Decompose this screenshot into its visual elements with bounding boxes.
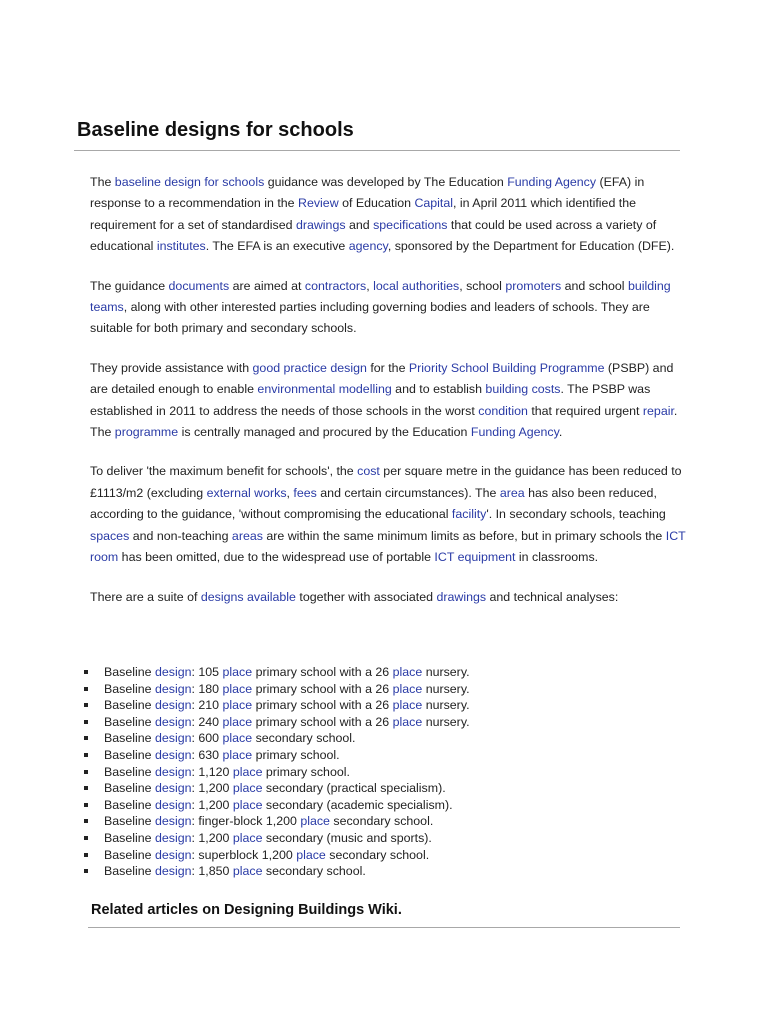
body-text: secondary (academic specialism).: [262, 797, 453, 812]
body-text: ,: [366, 278, 374, 293]
list-item: [0, 681, 768, 698]
link-specifications[interactable]: specifications: [373, 217, 448, 232]
body-text: Baseline: [104, 731, 155, 746]
body-text: secondary school.: [262, 864, 366, 879]
body-text: Baseline: [104, 714, 155, 729]
bullet-icon: [84, 836, 88, 840]
link-place[interactable]: place: [392, 681, 423, 696]
body-text: : 1,200: [191, 781, 233, 796]
body-text: Baseline: [104, 830, 155, 845]
body-text: Baseline: [104, 681, 155, 696]
bullet-icon: [84, 703, 88, 707]
body-text: , sponsored by the Department for Education (DFE).: [387, 239, 675, 254]
list-item: [0, 730, 768, 747]
body-text: nursery.: [422, 698, 470, 713]
body-text: Baseline: [104, 814, 155, 829]
list-item: [0, 714, 768, 731]
bullet-icon: [84, 720, 88, 724]
baseline-designs-list: [0, 664, 768, 880]
body-text: primary school with a 26: [252, 714, 393, 729]
body-text: has been omitted, due to the widespread use of portable: [118, 550, 435, 565]
body-text: . The PSBP was established in 2011 to address the needs of those schools in the worst: [90, 382, 651, 418]
link-design[interactable]: design: [154, 764, 192, 779]
list-item: [0, 747, 768, 764]
link-condition[interactable]: condition: [478, 403, 528, 418]
link-ict-room[interactable]: ICT room: [90, 528, 686, 565]
body-text: ,: [286, 485, 294, 500]
link-building-teams[interactable]: building teams: [90, 278, 671, 315]
link-place[interactable]: place: [300, 814, 330, 829]
body-text: nursery.: [422, 681, 470, 696]
link-design[interactable]: design: [154, 830, 192, 845]
body-text: To deliver 'the maximum benefit for schools', the: [90, 464, 358, 479]
title-divider: [74, 150, 680, 151]
body-text: : 240: [191, 714, 223, 729]
link-place[interactable]: place: [232, 764, 263, 779]
body-text: Baseline: [104, 781, 155, 796]
page-title: Baseline designs for schools: [77, 119, 354, 141]
body-text: .: [558, 425, 563, 440]
body-text: : 630: [191, 747, 223, 762]
link-building-costs[interactable]: building costs: [485, 382, 561, 397]
body-text: per square metre in the guidance has been reduced to £1113/m2 (excluding: [90, 464, 682, 500]
body-text: : superblock 1,200: [191, 847, 297, 862]
list-item: [0, 863, 768, 880]
body-text: : 1,850: [191, 864, 233, 879]
link-place[interactable]: place: [296, 847, 326, 862]
body-text: that could be used across a variety of educational: [90, 217, 657, 254]
body-text: primary school.: [262, 764, 350, 779]
article-body: [90, 172, 690, 608]
link-funding-agency[interactable]: Funding Agency: [470, 425, 559, 440]
link-agency[interactable]: agency: [348, 239, 388, 254]
link-design[interactable]: design: [154, 814, 192, 829]
link-place[interactable]: place: [222, 714, 253, 729]
bullet-icon: [84, 786, 88, 790]
body-text: Baseline: [104, 864, 155, 879]
body-text: for the: [366, 360, 409, 375]
link-design[interactable]: design: [154, 681, 192, 696]
link-drawings[interactable]: drawings: [436, 589, 487, 604]
body-text: nursery.: [422, 714, 470, 729]
body-text: (EFA) in response to a recommendation in the: [90, 175, 645, 211]
body-text: Baseline: [104, 698, 155, 713]
link-design[interactable]: design: [154, 781, 192, 796]
link-priority-school-building-programme[interactable]: Priority School Building Programme: [408, 360, 605, 375]
body-text: : finger-block 1,200: [191, 814, 301, 829]
link-cost[interactable]: cost: [357, 464, 380, 479]
link-external-works[interactable]: external works: [206, 485, 287, 500]
body-text: There are a suite of: [90, 589, 201, 604]
body-text: nursery.: [422, 665, 470, 679]
body-text: Baseline: [104, 747, 155, 762]
link-design[interactable]: design: [154, 698, 192, 713]
link-place[interactable]: place: [222, 747, 253, 762]
body-text: (PSBP) and are detailed enough to enable: [90, 360, 674, 397]
body-text: Baseline: [104, 797, 155, 812]
link-place[interactable]: place: [232, 830, 263, 845]
link-baseline-design-for-schools[interactable]: baseline design for schools: [114, 175, 265, 189]
body-text: : 210: [191, 698, 223, 713]
body-text: secondary (practical specialism).: [262, 781, 446, 796]
link-repair[interactable]: repair: [642, 403, 674, 418]
body-text: secondary school.: [325, 847, 430, 862]
paragraph: [90, 276, 690, 340]
paragraph: [90, 587, 690, 608]
body-text: Baseline: [104, 847, 155, 862]
link-ict-equipment[interactable]: ICT equipment: [434, 550, 516, 565]
list-item: [0, 764, 768, 781]
link-funding-agency[interactable]: Funding Agency: [507, 175, 597, 189]
body-text: : 105: [191, 665, 223, 679]
list-item: [0, 830, 768, 847]
body-text: that required urgent: [527, 403, 643, 418]
link-design[interactable]: design: [154, 864, 192, 879]
related-articles-heading: Related articles on Designing Buildings Wiki.: [91, 902, 402, 918]
link-drawings[interactable]: drawings: [295, 217, 346, 232]
body-text: primary school with a 26: [252, 665, 393, 679]
list-item: [0, 664, 768, 681]
link-place[interactable]: place: [222, 731, 253, 746]
list-item: [0, 780, 768, 797]
body-text: secondary (music and sports).: [262, 830, 432, 845]
body-text: The guidance: [90, 278, 169, 293]
link-area[interactable]: area: [499, 485, 525, 500]
body-text: The: [90, 175, 115, 189]
body-text: : 1,120: [191, 764, 233, 779]
link-place[interactable]: place: [392, 698, 423, 713]
body-text: and school: [561, 278, 628, 293]
link-design[interactable]: design: [154, 665, 192, 679]
body-text: and certain circumstances). The: [316, 485, 500, 500]
link-place[interactable]: place: [222, 698, 253, 713]
body-text: and to establish: [391, 382, 486, 397]
list-item: [0, 847, 768, 864]
body-text: Baseline: [104, 665, 155, 679]
body-text: are aimed at: [229, 278, 305, 293]
link-areas[interactable]: areas: [231, 528, 263, 543]
paragraph: [90, 461, 690, 568]
paragraph: [90, 172, 690, 258]
body-text: : 600: [191, 731, 223, 746]
body-text: guidance was developed by The Education: [264, 175, 508, 189]
link-place[interactable]: place: [392, 714, 423, 729]
body-text: primary school.: [252, 747, 340, 762]
paragraph: [90, 358, 690, 444]
body-text: secondary school.: [329, 814, 434, 829]
body-text: . The EFA is an executive: [205, 239, 349, 254]
link-local-authorities[interactable]: local authorities: [373, 278, 460, 293]
bullet-icon: [84, 819, 88, 823]
link-place[interactable]: place: [232, 797, 263, 812]
body-text: of Education: [338, 196, 415, 211]
bullet-icon: [84, 803, 88, 807]
body-text: : 1,200: [191, 830, 233, 845]
link-good-practice-design[interactable]: good practice design: [252, 360, 367, 375]
body-text: in classrooms.: [515, 550, 599, 565]
body-text: . The: [90, 403, 678, 440]
link-fees[interactable]: fees: [293, 485, 317, 500]
link-programme[interactable]: programme: [114, 425, 179, 440]
link-place[interactable]: place: [232, 864, 263, 879]
link-design[interactable]: design: [154, 847, 192, 862]
link-spaces[interactable]: spaces: [90, 528, 130, 543]
body-text: Baseline: [104, 764, 155, 779]
body-text: primary school with a 26: [252, 698, 393, 713]
body-text: is centrally managed and procured by the Education: [178, 425, 471, 440]
list-item: [0, 797, 768, 814]
body-text: : 1,200: [191, 797, 233, 812]
link-documents[interactable]: documents: [168, 278, 230, 293]
bullet-icon: [84, 736, 88, 740]
link-designs-available[interactable]: designs available: [200, 589, 296, 604]
link-contractors[interactable]: contractors: [304, 278, 367, 293]
list-item: [0, 813, 768, 830]
body-text: , in April 2011 which identified the requirement for a set of standardised: [90, 196, 637, 232]
link-promoters[interactable]: promoters: [505, 278, 562, 293]
link-design[interactable]: design: [154, 797, 192, 812]
bullet-icon: [84, 687, 88, 691]
link-environmental-modelling[interactable]: environmental modelling: [257, 382, 392, 397]
link-institutes[interactable]: institutes: [156, 239, 206, 254]
body-text: , school: [459, 278, 506, 293]
body-text: '. In secondary schools, teaching: [486, 507, 666, 522]
link-place[interactable]: place: [232, 781, 263, 796]
bullet-icon: [84, 853, 88, 857]
body-text: and: [345, 217, 374, 232]
bullet-icon: [84, 753, 88, 757]
link-place[interactable]: place: [392, 665, 423, 679]
body-text: and non-teaching: [129, 528, 232, 543]
list-item: [0, 697, 768, 714]
related-divider: [88, 927, 680, 928]
body-text: secondary school.: [252, 731, 356, 746]
body-text: are within the same minimum limits as before, but in primary schools the: [262, 528, 666, 543]
body-text: and technical analyses:: [486, 589, 619, 604]
link-design[interactable]: design: [154, 747, 192, 762]
link-review[interactable]: Review: [298, 196, 339, 211]
body-text: They provide assistance with: [90, 360, 253, 375]
body-text: primary school with a 26: [252, 681, 393, 696]
body-text: together with associated: [295, 589, 437, 604]
link-capital[interactable]: Capital: [414, 196, 454, 211]
body-text: has also been reduced, according to the guidance, 'without compromising the educational: [90, 485, 657, 522]
body-text: : 180: [191, 681, 223, 696]
link-design[interactable]: design: [154, 731, 192, 746]
link-place[interactable]: place: [222, 681, 253, 696]
link-place[interactable]: place: [222, 665, 253, 679]
bullet-icon: [84, 869, 88, 873]
bullet-icon: [84, 670, 88, 674]
bullet-icon: [84, 770, 88, 774]
link-facility[interactable]: facility: [451, 507, 487, 522]
link-design[interactable]: design: [154, 714, 192, 729]
body-text: , along with other interested parties including governing bodies and leaders of schools. They are suitable for both primary and secondary schools.: [90, 300, 650, 336]
